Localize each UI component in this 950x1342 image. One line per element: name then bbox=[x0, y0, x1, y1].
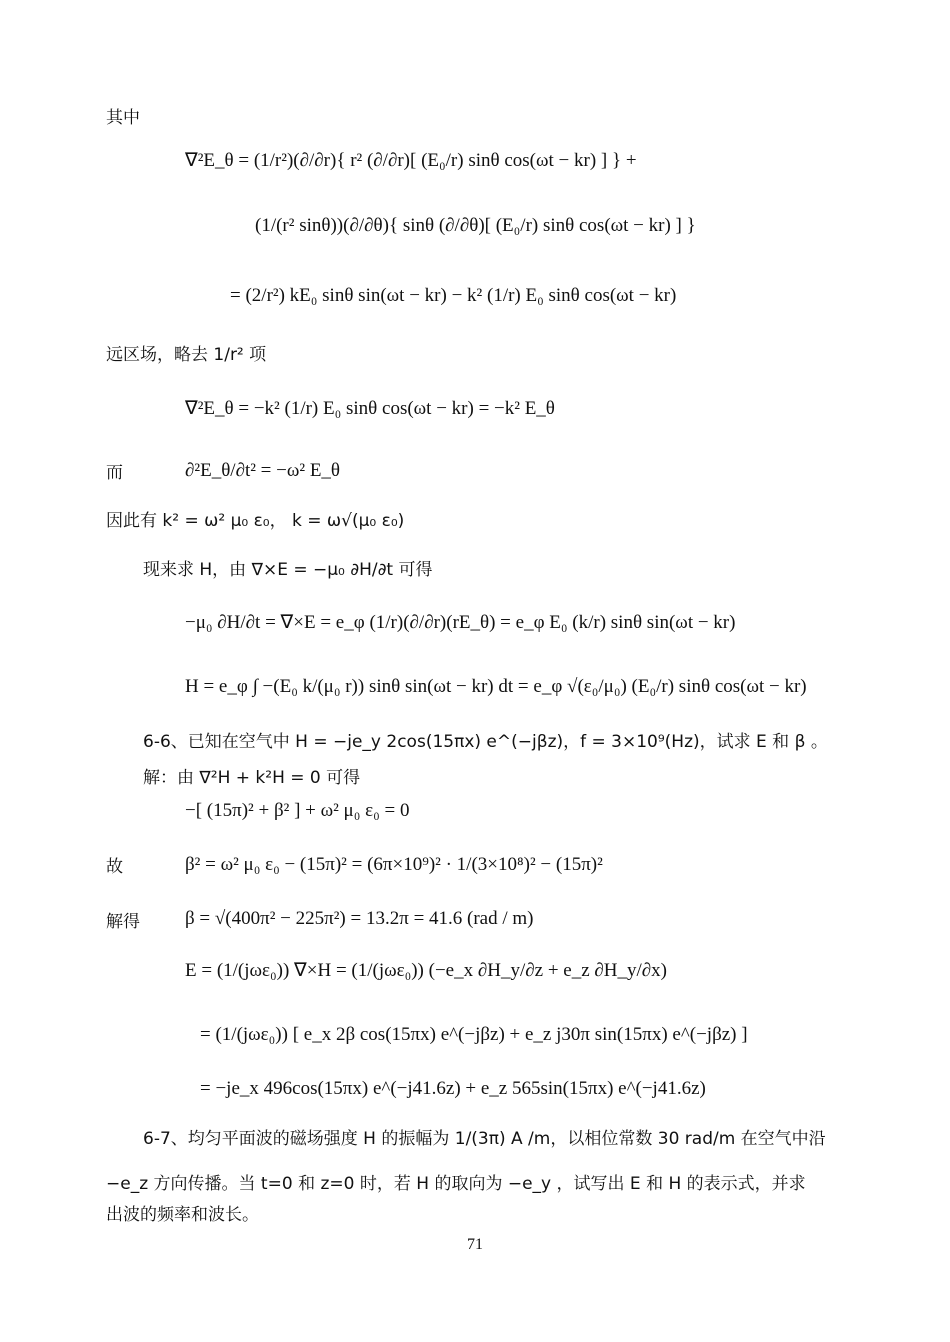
equation: β² = ω² μ₀ ε₀ − (15π)² = (6π×10⁹)² · 1/(3×10⁸)² − (15π)² bbox=[185, 854, 603, 875]
text-line: −e_z 方向传播。当 t=0 和 z=0 时，若 H 的取向为 −e_y ，试写出 E 和 H 的表示式，并求 bbox=[106, 1174, 806, 1194]
text-line: 现来求 H，由 ∇×E = −μ₀ ∂H/∂t 可得 bbox=[143, 560, 433, 580]
equation: E = (1/(jωε₀)) ∇×H = (1/(jωε₀)) (−e_x ∂H_y/∂z + e_z ∂H_y/∂x) bbox=[185, 960, 668, 981]
equation: ∇²E_θ = (1/r²)(∂/∂r){ r² (∂/∂r)[ (E₀/r) sinθ cos(ωt − kr) ] } + bbox=[185, 150, 637, 171]
equation: ∇²E_θ = −k² (1/r) E₀ sinθ cos(ωt − kr) = −k² E_θ bbox=[185, 398, 555, 419]
text-line: 故 bbox=[106, 857, 123, 877]
text-line: 远区场，略去 1/r² 项 bbox=[106, 345, 267, 365]
text-line: 出波的频率和波长。 bbox=[106, 1205, 259, 1225]
equation: β = √(400π² − 225π²) = 13.2π = 41.6 (rad / m) bbox=[185, 908, 534, 929]
text-line: 解：由 ∇²H + k²H = 0 可得 bbox=[143, 768, 361, 788]
problem-statement: 6-6、已知在空气中 H = −je_y 2cos(15πx) e^(−jβz)，f = 3×10⁹(Hz)，试求 E 和 β 。 bbox=[143, 732, 828, 752]
equation: ∂²E_θ/∂t² = −ω² E_θ bbox=[185, 460, 341, 481]
text-line: 而 bbox=[106, 463, 123, 483]
equation: = −je_x 496cos(15πx) e^(−j41.6z) + e_z 565sin(15πx) e^(−j41.6z) bbox=[200, 1078, 706, 1099]
equation: H = e_φ ∫ −(E₀ k/(μ₀ r)) sinθ sin(ωt − kr) dt = e_φ √(ε₀/μ₀) (E₀/r) sinθ cos(ωt − kr) bbox=[185, 676, 807, 697]
text-line: 其中 bbox=[106, 108, 140, 128]
equation: = (1/(jωε₀)) [ e_x 2β cos(15πx) e^(−jβz) + e_z j30π sin(15πx) e^(−jβz) ] bbox=[200, 1024, 748, 1045]
equation: (1/(r² sinθ))(∂/∂θ){ sinθ (∂/∂θ)[ (E₀/r) sinθ cos(ωt − kr) ] } bbox=[255, 215, 696, 236]
equation: −μ₀ ∂H/∂t = ∇×E = e_φ (1/r)(∂/∂r)(rE_θ) = e_φ E₀ (k/r) sinθ sin(ωt − kr) bbox=[185, 612, 736, 633]
problem-statement: 6-7、均匀平面波的磁场强度 H 的振幅为 1/(3π) A /m，以相位常数 30 rad/m 在空气中沿 bbox=[143, 1129, 826, 1149]
text-line: 解得 bbox=[106, 912, 140, 932]
equation: = (2/r²) kE₀ sinθ sin(ωt − kr) − k² (1/r) E₀ sinθ cos(ωt − kr) bbox=[230, 285, 677, 306]
text-line: 因此有 k² = ω² μ₀ ε₀， k = ω√(μ₀ ε₀) bbox=[106, 511, 405, 531]
equation: −[ (15π)² + β² ] + ω² μ₀ ε₀ = 0 bbox=[185, 800, 410, 821]
page-number: 71 bbox=[467, 1236, 483, 1253]
